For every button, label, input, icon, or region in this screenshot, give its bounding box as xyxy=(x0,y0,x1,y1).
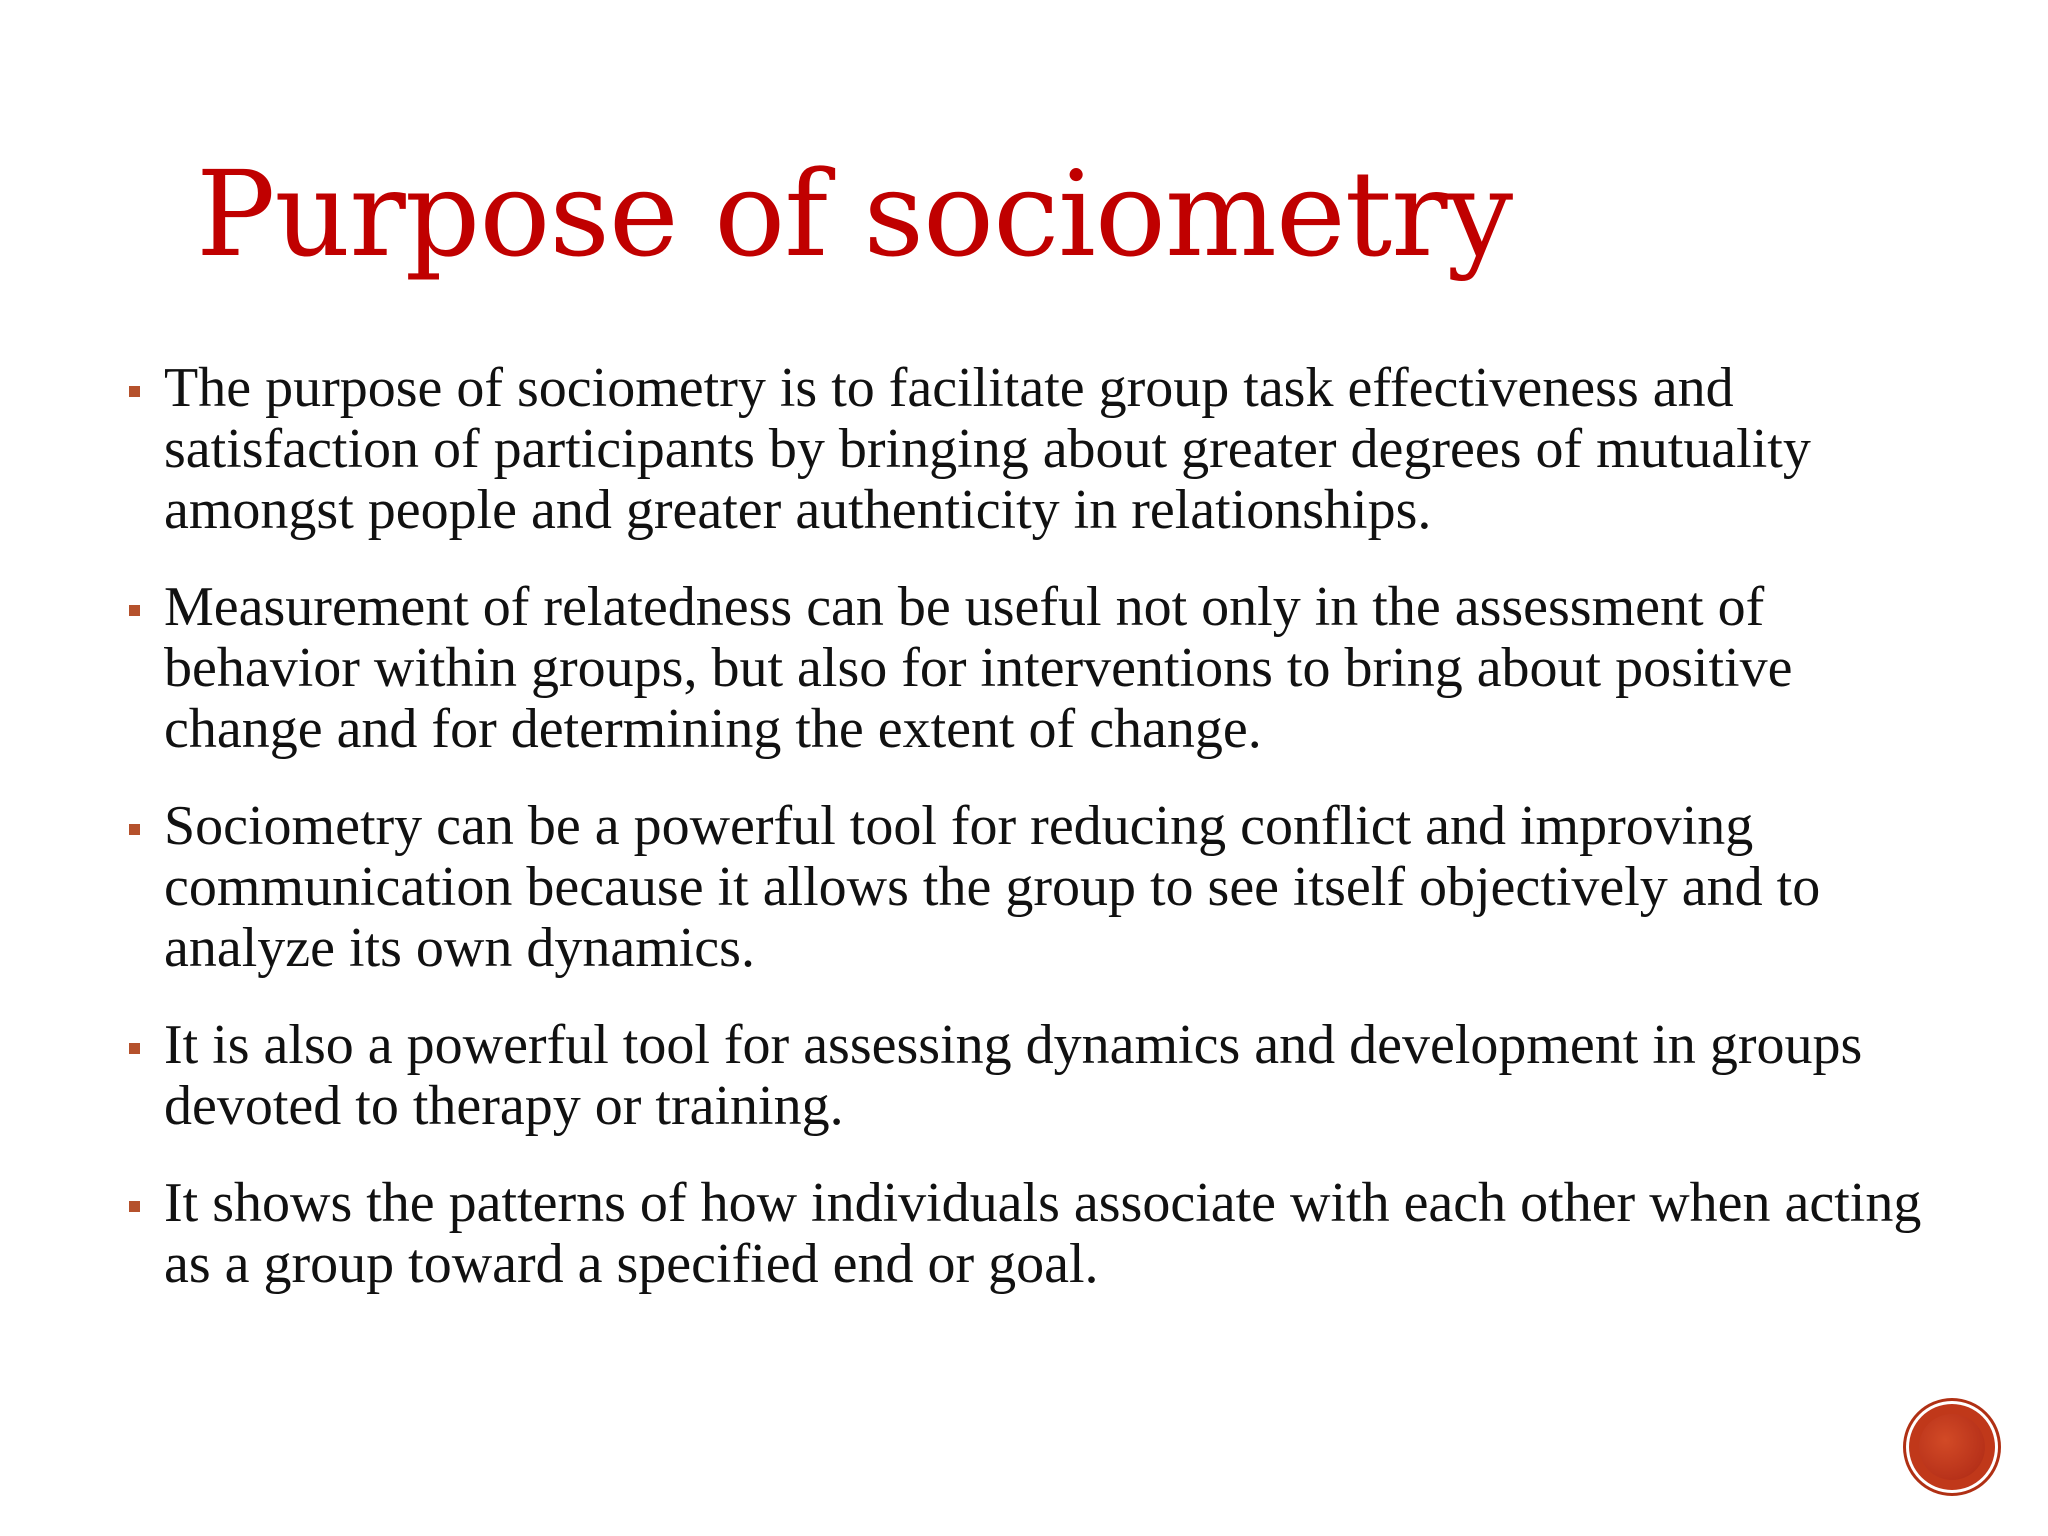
bullet-list xyxy=(124,358,1954,1331)
bullet-item xyxy=(124,1015,1954,1137)
bullet-text: The purpose of sociometry is to facilitate group task effectiveness and satisfaction of participants by bringing about greater degrees of mutuality amongst people and greater authenticity in relationships. xyxy=(164,357,1811,541)
square-bullet-icon xyxy=(129,1201,140,1212)
bullet-item xyxy=(124,1173,1954,1295)
bullet-item xyxy=(124,577,1954,760)
square-bullet-icon xyxy=(129,1043,140,1054)
bullet-text: It is also a powerful tool for assessing dynamics and development in groups devoted to therapy or training. xyxy=(164,1014,1863,1137)
bullet-item xyxy=(124,796,1954,979)
bullet-item xyxy=(124,358,1954,541)
slide-title: Purpose of sociometry xyxy=(196,145,1513,283)
circle-nav-button-icon[interactable] xyxy=(1909,1404,1995,1490)
bullet-text: It shows the patterns of how individuals associate with each other when acting as a group toward a specified end or goal. xyxy=(164,1172,1922,1295)
bullet-text: Measurement of relatedness can be useful not only in the assessment of behavior within groups, but also for interventions to bring about positive change and for determining the extent of change. xyxy=(164,576,1793,760)
bullet-text: Sociometry can be a powerful tool for reducing conflict and improving communication because it allows the group to see itself objectively and to analyze its own dynamics. xyxy=(164,795,1821,979)
square-bullet-icon xyxy=(129,824,140,835)
square-bullet-icon xyxy=(129,605,140,616)
nav-button-inner xyxy=(1919,1414,1985,1480)
square-bullet-icon xyxy=(129,386,140,397)
